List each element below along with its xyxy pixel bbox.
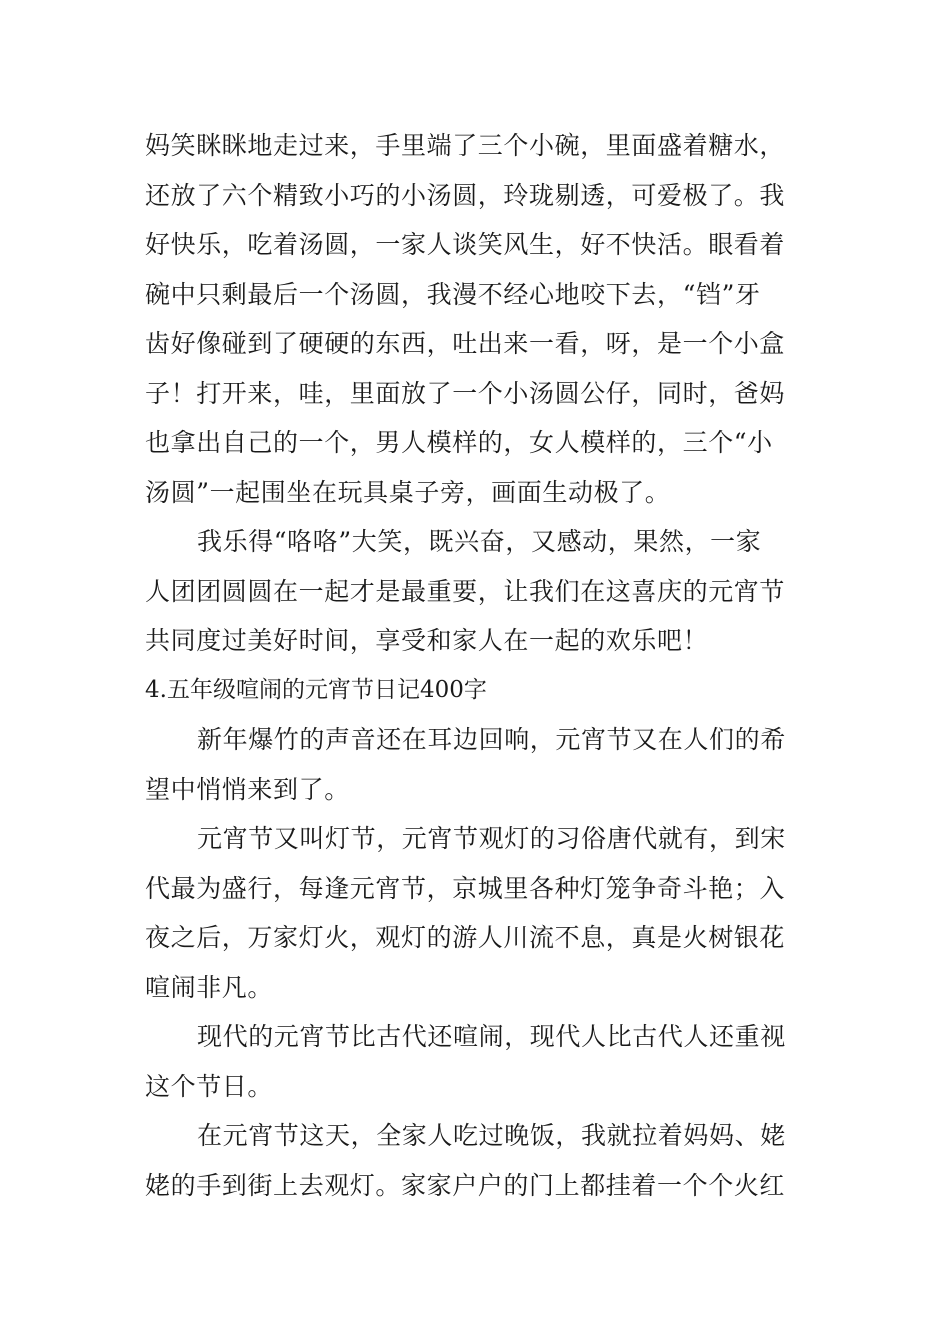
paragraph-line: 也拿出自己的一个，男人模样的，女人模样的，三个“小 [145,428,773,457]
paragraph-line: 好快乐，吃着汤圆，一家人谈笑风生，好不快活。眼看着 [145,230,786,259]
paragraph-line: 在元宵节这天，全家人吃过晚饭，我就拉着妈妈、姥 [197,1121,786,1150]
paragraph-line: 这个节日。 [145,1071,274,1101]
paragraph-line: 现代的元宵节比古代还喧闹，现代人比古代人还重视 [197,1022,786,1051]
paragraph-line: 我乐得“咯咯”大笑，既兴奋，又感动，果然，一家 [197,527,762,556]
paragraph-line: 姥的手到街上去观灯。家家户户的门上都挂着一个个火红 [145,1170,786,1200]
paragraph-line: 望中悄悄来到了。 [145,774,350,804]
paragraph-line: 代最为盛行，每逢元宵节，京城里各种灯笼争奇斗艳；入 [145,873,786,903]
document-body [145,121,810,1210]
paragraph-line: 碗中只剩最后一个汤圆，我漫不经心地咬下去，“铛”牙 [145,279,761,309]
section-heading: 4.五年级喧闹的元宵节日记400字 [145,676,487,703]
paragraph-line: 新年爆竹的声音还在耳边回响，元宵节又在人们的希 [197,725,786,754]
paragraph-line: 元宵节又叫灯节，元宵节观灯的习俗唐代就有，到宋 [197,824,786,853]
paragraph-line: 喧闹非凡。 [145,972,274,1002]
paragraph-line: 子！打开来，哇，里面放了一个小汤圆公仔，同时，爸妈 [145,378,786,408]
paragraph-line: 妈笑眯眯地走过来，手里端了三个小碗，里面盛着糖水， [145,131,786,160]
paragraph-line: 汤圆”一起围坐在玩具桌子旁，画面生动极了。 [145,477,671,507]
paragraph-line: 共同度过美好时间，享受和家人在一起的欢乐吧！ [145,626,709,655]
paragraph-line: 齿好像碰到了硬硬的东西，吐出来一看，呀，是一个小盒 [145,329,786,358]
paragraph-line: 还放了六个精致小巧的小汤圆，玲珑剔透，可爱极了。我 [145,180,786,210]
paragraph-line: 夜之后，万家灯火，观灯的游人川流不息，真是火树银花 [145,923,786,952]
paragraph-line: 人团团圆圆在一起才是最重要，让我们在这喜庆的元宵节 [145,576,786,606]
